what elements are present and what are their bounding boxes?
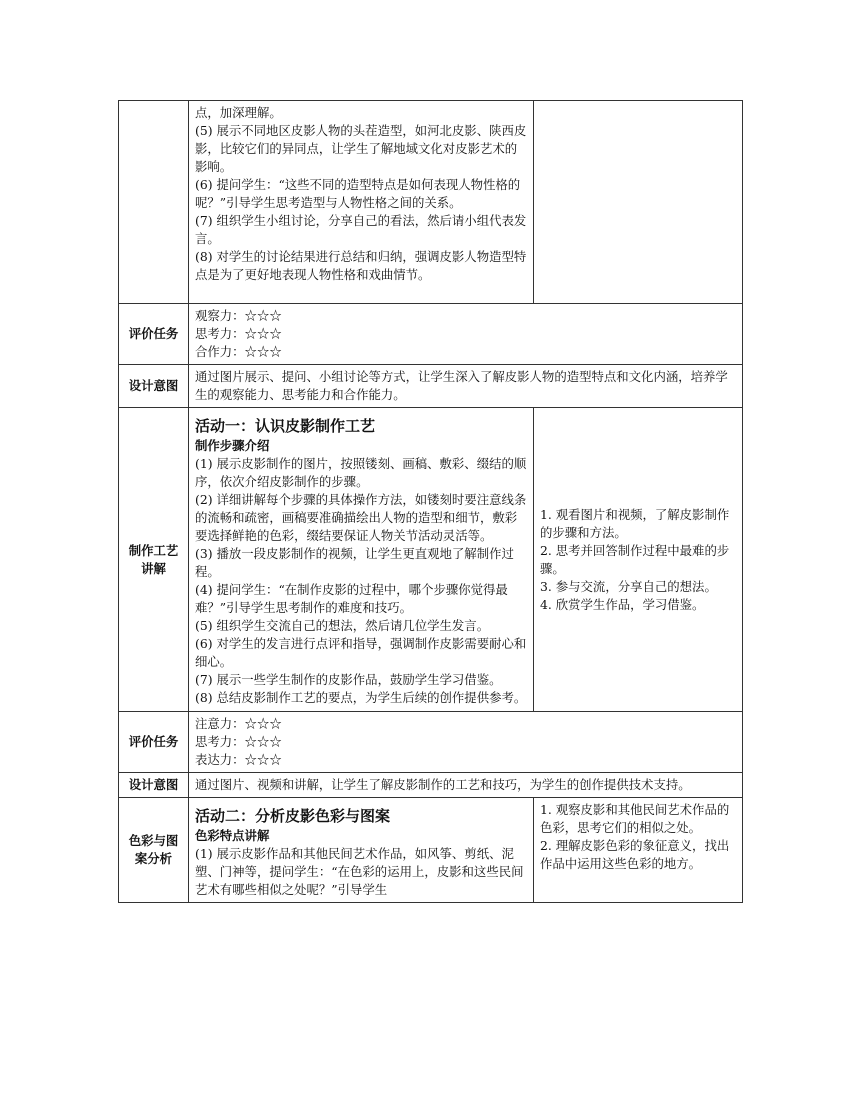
design-intent-cell	[189, 773, 743, 798]
step-text: (5) 组织学生交流自己的想法，然后请几位学生发言。	[195, 618, 490, 633]
activity-steps-cell	[189, 101, 534, 304]
design-intent-text: 通过图片、视频和讲解，让学生了解皮影制作的工艺和技巧，为学生的创作提供技术支持。	[195, 777, 691, 792]
evaluation-cell	[189, 712, 743, 773]
design-intent-text: 通过图片展示、提问、小组讨论等方式，让学生深入了解皮影人物的造型特点和文化内涵，培养学生的观察能力、思考能力和合作能力。	[195, 369, 728, 402]
student-activity-cell	[534, 101, 743, 304]
row-label-evaluation: 评价任务	[119, 712, 189, 773]
activity-title: 活动二：分析皮影色彩与图案	[195, 807, 391, 825]
section-subtitle: 色彩特点讲解	[195, 828, 270, 843]
step-text: (1) 展示皮影作品和其他民间艺术作品，如风筝、剪纸、泥塑、门神等，提问学生：“在色彩的运用上，皮影和这些民间艺术有哪些相似之处呢？”引导学生	[195, 846, 524, 897]
table-row	[119, 773, 743, 798]
step-text: (6) 提问学生：“这些不同的造型特点是如何表现人物性格的呢？”引导学生思考造型与人物性格之间的关系。	[195, 177, 521, 210]
evaluation-item: 注意力：☆☆☆	[195, 716, 282, 731]
evaluation-cell	[189, 304, 743, 365]
row-label-empty	[119, 101, 189, 304]
student-activity-item: 1. 观察皮影和其他民间艺术作品的色彩，思考它们的相似之处。	[540, 802, 730, 835]
row-label-design-intent: 设计意图	[119, 773, 189, 798]
step-text: (7) 展示一些学生制作的皮影作品，鼓励学生学习借鉴。	[195, 672, 502, 687]
evaluation-item: 思考力：☆☆☆	[195, 734, 282, 749]
step-text: (2) 详细讲解每个步骤的具体操作方法，如镂刻时要注意线条的流畅和疏密，画稿要准确描绘出人物的造型和细节，敷彩要选择鲜艳的色彩，缀结要保证人物关节活动灵活等。	[195, 492, 527, 543]
step-text: (6) 对学生的发言进行点评和指导，强调制作皮影需要耐心和细心。	[195, 636, 527, 669]
step-text: (3) 播放一段皮影制作的视频，让学生更直观地了解制作过程。	[195, 546, 514, 579]
step-text: (4) 提问学生：“在制作皮影的过程中，哪个步骤你觉得最难？”引导学生思考制作的难度和技巧。	[195, 582, 508, 615]
student-activity-item: 3. 参与交流，分享自己的想法。	[540, 578, 717, 594]
table-row	[119, 712, 743, 773]
student-activity-item: 2. 理解皮影色彩的象征意义，找出作品中运用这些色彩的地方。	[540, 838, 730, 871]
row-label-design-intent: 设计意图	[119, 365, 189, 408]
student-activity-item: 1. 观看图片和视频，了解皮影制作的步骤和方法。	[540, 506, 730, 540]
activity-steps-cell	[189, 798, 534, 903]
student-activity-cell	[534, 798, 743, 903]
row-label-making: 制作工艺讲解	[119, 408, 189, 712]
step-text: (8) 对学生的讨论结果进行总结和归纳，强调皮影人物造型特点是为了更好地表现人物性格和戏曲情节。	[195, 249, 527, 282]
activity-title: 活动一：认识皮影制作工艺	[195, 417, 376, 435]
table-row	[119, 408, 743, 712]
row-label-evaluation: 评价任务	[119, 304, 189, 365]
step-text: (5) 展示不同地区皮影人物的头茬造型，如河北皮影、陕西皮影，比较它们的异同点，让学生了解地域文化对皮影艺术的影响。	[195, 123, 527, 174]
step-text: (1) 展示皮影制作的图片，按照镂刻、画稿、敷彩、缀结的顺序，依次介绍皮影制作的步骤。	[195, 456, 527, 489]
student-activity-cell	[534, 408, 743, 712]
section-subtitle: 制作步骤介绍	[195, 438, 270, 453]
student-activity-item: 2. 思考并回答制作过程中最难的步骤。	[540, 542, 730, 576]
design-intent-cell	[189, 365, 743, 408]
evaluation-item: 合作力：☆☆☆	[195, 344, 282, 359]
evaluation-item: 观察力：☆☆☆	[195, 308, 282, 323]
evaluation-item: 思考力：☆☆☆	[195, 326, 282, 341]
row-label-color-pattern: 色彩与图案分析	[119, 798, 189, 903]
evaluation-item: 表达力：☆☆☆	[195, 752, 282, 767]
step-text: (8) 总结皮影制作工艺的要点，为学生后续的创作提供参考。	[195, 690, 527, 705]
lesson-plan-table	[118, 100, 743, 903]
table-row	[119, 798, 743, 903]
step-text: (7) 组织学生小组讨论，分享自己的看法，然后请小组代表发言。	[195, 213, 527, 246]
student-activity-item: 4. 欣赏学生作品，学习借鉴。	[540, 596, 705, 612]
table-row	[119, 365, 743, 408]
activity-steps-cell	[189, 408, 534, 712]
table-row	[119, 304, 743, 365]
step-text: 点，加深理解。	[195, 105, 282, 120]
table-row	[119, 101, 743, 304]
